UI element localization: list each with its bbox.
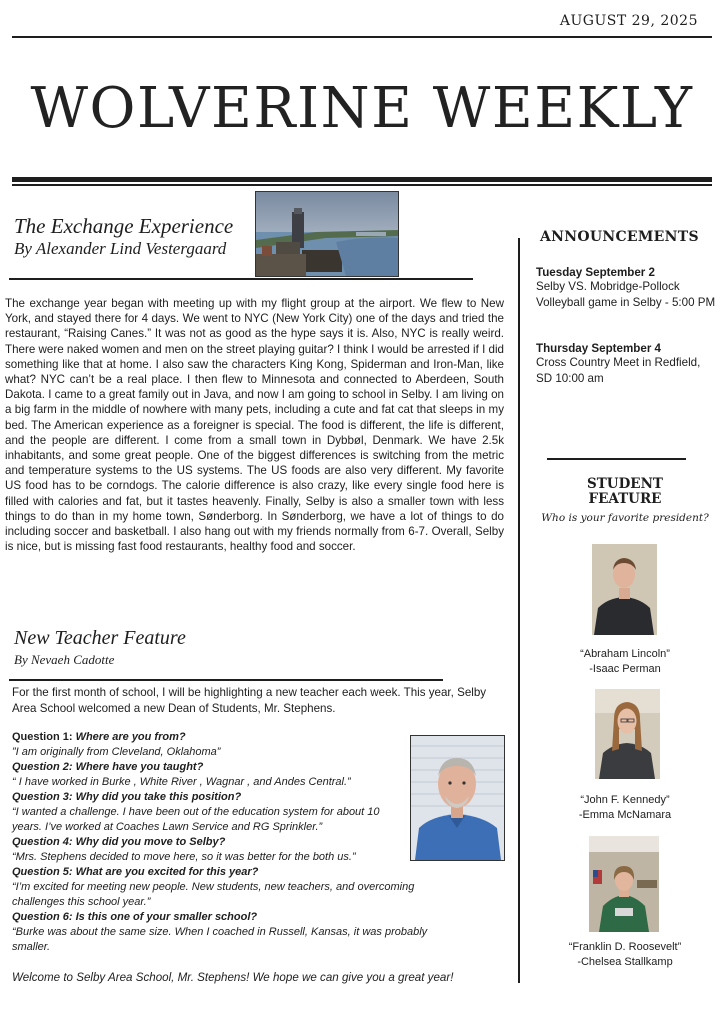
answer-text: “ I have worked in Burke , White River , Wagnar , and Andes Central.”	[12, 776, 351, 788]
issue-date: AUGUST 29, 2025	[559, 13, 698, 29]
teacher-feature-closing: Welcome to Selby Area School, Mr. Stephens! We hope we can give you a great year!	[12, 971, 454, 984]
teacher-qa	[12, 730, 472, 955]
student-answer: “Abraham Lincoln”	[580, 648, 670, 660]
answer-text: “Burke was about the same size. When I coached in Russell, Kansas, it was probably smaller.	[12, 926, 428, 953]
qa-item	[12, 730, 472, 760]
exchange-article-body: The exchange year began with meeting up with my flight group at the airport. We flew to New York, and stayed there for 4 days. We went to NYC (New York City) one of the days and tried the restaurant, “Raising Canes.” It was not as good as the hype says it is. Also, NYC is really weird. There were naked women and men on the street playing guitar? I think I would be arrested if I did something like that at home. I also saw the characters King Kong, Spiderman and Iron-Man, like what? NYC can’t be a real place. I then flew to Minnesota and connected to Aberdeen, South Dakota. I came to a great family out in Java, and now I am going to school in Selby. I am living on a big farm in the middle of nowhere with many pets, including a cute and fat cat that sleeps in my bed. The American experience as a foreigner is special. The food is different, the life is different, and the people are different. I come from a small town in Dybbøl, Denmark. We have 2.5k inhabitants, and some great people. One of the biggest differences is switching from the metric and temperature systems to the US systems. The US foods are also very different. My favorite US food has to be corndogs. The calorie difference is also crazy, like every single food here is filled with calories and fat, but it tastes heavenly. Finally, Selby is also a smaller town with less things to do than in my home town, Sønderborg. In Sønderborg, we have a lot of things to do including soccer and basketball. I also hang out with my friends normally from 6-7. Overall, Selby is nice, but is missing fast food restaurants, healthy food and soccer.	[5, 297, 504, 554]
qa-item	[12, 910, 472, 955]
student-answer: “John F. Kennedy”	[580, 794, 670, 806]
student-name: -Chelsea Stallkamp	[577, 956, 673, 968]
question-number: Question 3:	[12, 791, 73, 803]
header-divider-thick	[12, 177, 712, 182]
student-quote-1	[545, 647, 705, 677]
announcement-date: Thursday September 4	[536, 342, 661, 355]
announcement-item	[536, 342, 716, 386]
student-photo-1	[592, 544, 657, 635]
answer-text: ”I am originally from Cleveland, Oklahoma”	[12, 746, 221, 758]
announcement-item	[536, 266, 716, 310]
student-name: -Isaac Perman	[589, 663, 661, 675]
exchange-article-byline: By Alexander Lind Vestergaard	[14, 239, 227, 258]
student-feature-question: Who is your favorite president?	[541, 512, 709, 524]
student-feature-divider	[547, 458, 686, 460]
qa-item	[12, 790, 472, 835]
student-name: -Emma McNamara	[578, 809, 672, 821]
question-text: Why did you move to Selby?	[72, 836, 226, 848]
qa-item	[12, 760, 472, 790]
question-text: Where have you taught?	[72, 761, 204, 773]
exchange-article-title: The Exchange Experience	[14, 214, 234, 238]
header-divider-top	[12, 36, 712, 38]
answer-text: “Mrs. Stephens decided to move here, so it was better for the both us.”	[12, 851, 356, 863]
header-divider-thin	[12, 184, 712, 186]
qa-item	[12, 835, 472, 865]
teacher-feature-intro: For the first month of school, I will be highlighting a new teacher each week. This year, Selby Area School welcomed a new Dean of Students, Mr. Stephens.	[12, 686, 487, 715]
question-text: Is this one of your smaller school?	[72, 911, 258, 923]
student-quote-3	[545, 940, 705, 970]
announcement-date: Tuesday September 2	[536, 266, 655, 279]
announcement-text: Cross Country Meet in Redfield, SD 10:00 am	[536, 356, 701, 385]
teacher-feature-byline: By Nevaeh Cadotte	[14, 652, 115, 667]
teacher-photo	[410, 735, 505, 861]
teacher-title-divider	[9, 679, 443, 681]
question-text: Why did you take this position?	[72, 791, 242, 803]
answer-text: “I’m excited for meeting new people. New students, new teachers, and overcoming challenges this school year.”	[12, 881, 415, 908]
question-text: Where are you from?	[72, 731, 186, 743]
student-feature-title: STUDENT FEATURE	[587, 476, 663, 507]
exchange-title-divider	[9, 278, 473, 280]
city-skyline-photo	[255, 191, 399, 277]
student-photo-2	[595, 689, 660, 779]
question-number: Question 1:	[12, 731, 73, 743]
column-divider	[518, 238, 520, 983]
question-number: Question 6:	[12, 911, 73, 923]
student-answer: “Franklin D. Roosevelt”	[568, 941, 682, 953]
student-quote-2	[545, 793, 705, 823]
question-number: Question 4:	[12, 836, 73, 848]
question-number: Question 5:	[12, 866, 73, 878]
teacher-feature-title: New Teacher Feature	[14, 627, 186, 649]
announcement-text: Selby VS. Mobridge-Pollock Volleyball game in Selby - 5:00 PM	[536, 280, 716, 309]
question-number: Question 2:	[12, 761, 73, 773]
student-photo-3	[589, 836, 659, 932]
answer-text: “I wanted a challenge. I have been out of the education system for about 10 years. I’ve worked at Coaches Lawn Service and RG Sprinkler.”	[12, 806, 380, 833]
qa-item	[12, 865, 472, 910]
question-text: What are you excited for this year?	[72, 866, 259, 878]
masthead-title: WOLVERINE WEEKLY	[30, 76, 694, 141]
announcements-title: ANNOUNCEMENTS	[540, 229, 699, 245]
